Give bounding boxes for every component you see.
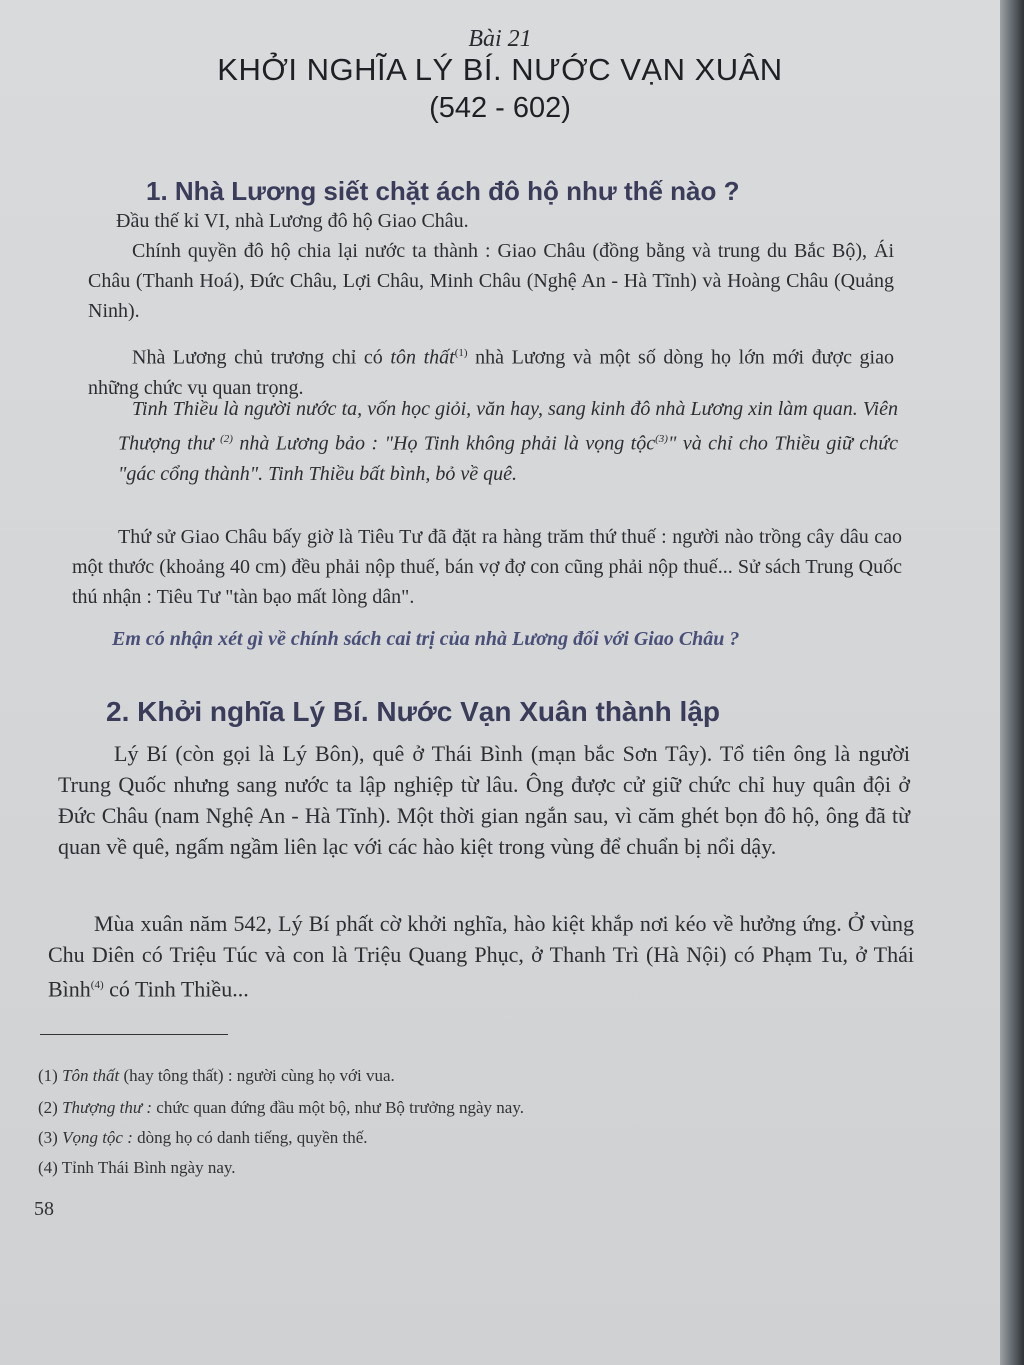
footnote-2: (2) Thượng thư : chức quan đứng đầu một bộ, như Bộ trưởng ngày nay. (38, 1098, 524, 1117)
section-2-paragraph-1: Lý Bí (còn gọi là Lý Bôn), quê ở Thái Bình (mạn bắc Sơn Tây). Tổ tiên ông là người Trung Quốc nhưng sang nước ta lập nghiệp từ lâu. Ông được cử giữ chức chỉ huy quân đội ở Đức Châu (nam Nghệ An - Hà Tĩnh). Một thời gian ngắn sau, vì căm ghét bọn đô hộ, ông đã từ quan về quê, ngấm ngầm liên lạc với các hào kiệt trong vùng để chuẩn bị nổi dậy. (58, 741, 910, 859)
section-2-heading: 2. Khởi nghĩa Lý Bí. Nước Vạn Xuân thành lập (106, 696, 720, 727)
footnote-divider (40, 1034, 228, 1035)
footnote-ref-4: (4) (90, 979, 104, 991)
footnote-3: (3) Vọng tộc : dòng họ có danh tiếng, quyền thế. (38, 1128, 368, 1147)
section-1-paragraph-2: Chính quyền đô hộ chia lại nước ta thành : Giao Châu (đồng bằng và trung du Bắc Bộ), Ái Châu (Thanh Hoá), Đức Châu, Lợi Châu, Minh Châu (Nghệ An - Hà Tĩnh) và Hoàng Châu (Quảng Ninh). (88, 240, 894, 322)
footnote-4: (4) Tỉnh Thái Bình ngày nay. (38, 1158, 236, 1177)
footnote-1: (1) Tôn thất (hay tông thất) : người cùng họ với vua. (38, 1066, 395, 1085)
term-ton-that: tôn thất (390, 346, 455, 369)
section-2-paragraph-2: Mùa xuân năm 542, Lý Bí phất cờ khởi nghĩa, hào kiệt khắp nơi kéo về hưởng ứng. Ở vùng Chu Diên có Triệu Túc và con là Triệu Quang Phục, ở Thanh Trì (Hà Nội) có Phạm Tu, ở Thái Bình$^{(4)}$ có Tinh Thiều... (48, 911, 914, 1002)
page-number: 58 (34, 1198, 54, 1220)
lesson-number: Bài 21 (468, 26, 532, 52)
footnote-ref-1: (1) (454, 347, 468, 359)
section-1-paragraph-4: Thứ sử Giao Châu bấy giờ là Tiêu Tư đã đặt ra hàng trăm thứ thuế : người nào trồng cây dâu cao một thước (khoảng 40 cm) đều phải nộp thuế, bán vợ đợ con cũng phải nộp thuế... Sử sách Trung Quốc thú nhận : Tiêu Tư "tàn bạo mất lòng dân". (72, 526, 902, 608)
review-question: Em có nhận xét gì về chính sách cai trị của nhà Lương đối với Giao Châu ? (112, 628, 740, 650)
book-edge (1000, 0, 1024, 1365)
lesson-title: KHỞI NGHĨA LÝ BÍ. NƯỚC VẠN XUÂN (217, 52, 783, 87)
section-1-paragraph-3: Nhà Lương chủ trương chỉ có tôn thất$^{(1)}$ nhà Lương và một số dòng họ lớn mới được giao những chức vụ quan trọng. (88, 346, 894, 399)
historical-quote: Tinh Thiều là người nước ta, vốn học giỏi, văn hay, sang kinh đô nhà Lương xin làm quan. Viên Thượng thư $^{(2)}$ nhà Lương bảo : "Họ Tinh không phải là vọng tộc$^{(3)}$" và chỉ cho Thiều giữ chức "gác cổng thành". Tinh Thiều bất bình, bỏ về quê. (118, 398, 899, 485)
lesson-period: (542 - 602) (429, 92, 571, 124)
footnote-ref-2: (2) (220, 433, 233, 445)
section-1-paragraph-1: Đầu thế kỉ VI, nhà Lương đô hộ Giao Châu. (116, 210, 469, 232)
footnote-ref-3: (3) (655, 433, 668, 445)
section-1-heading: 1. Nhà Lương siết chặt ách đô hộ như thế nào ? (146, 176, 740, 206)
